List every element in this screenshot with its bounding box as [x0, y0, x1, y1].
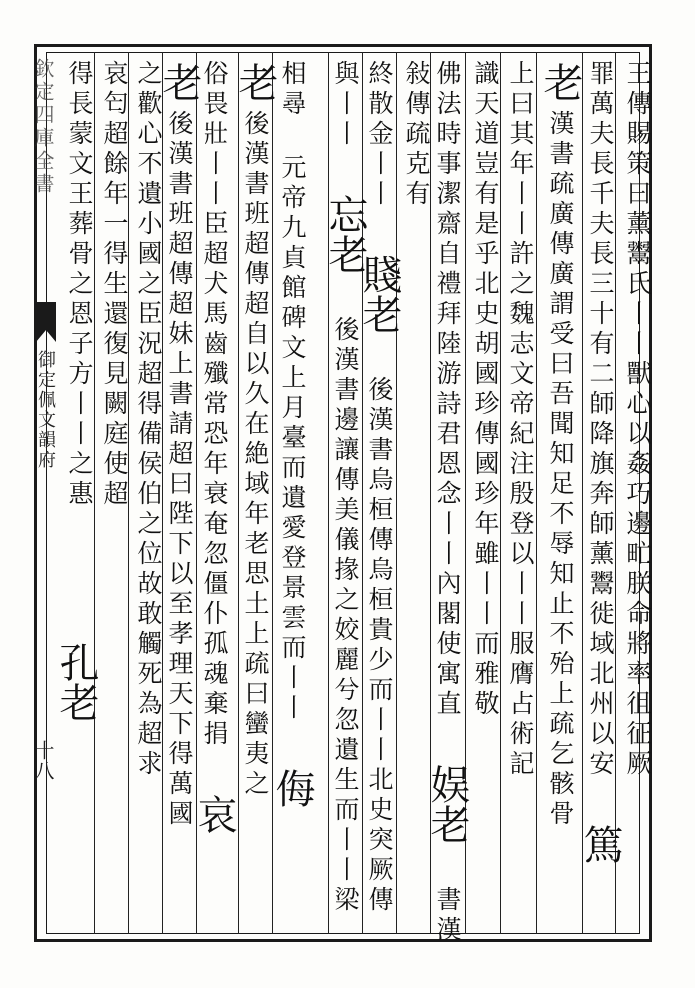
column-text: 上曰其年丨丨許之魏志文帝紀注殷登以丨丨服膺占術記	[506, 60, 535, 780]
column-text-tail: 後漢書邊讓傳美儀掾之姣麗兮忽遺生而丨丨梁	[331, 316, 360, 916]
column-text: 相尋	[278, 60, 307, 120]
headword: 老	[156, 62, 202, 102]
text-column-6	[424, 60, 470, 946]
column-text: 後漢書班超傳超妹上書請超曰陛下以至孝理天下得萬國	[165, 110, 194, 830]
column-text-tail: 元帝九貞館碑文上月臺而遺愛登景雲而丨丨	[278, 154, 307, 724]
column-text: 後漢書班超傳超自以久在絶域年老思土上疏曰蠻夷之	[241, 110, 270, 800]
column-text: 佛法時事潔齋自禮拜陸游詩君恩念丨丨內閣使寓直	[433, 60, 462, 720]
column-text: 俗畏壯丨丨臣超犬馬齒殲常恐年衰奄忽僵仆孤魂棄捐	[200, 60, 229, 750]
text-column-7	[399, 60, 433, 210]
column-text: 之歡心不遺小國之臣況超得備侯伯之位故敢觸死為超求	[134, 60, 163, 780]
text-column-16	[62, 60, 96, 510]
text-column-10	[269, 60, 315, 816]
column-text: 與丨丨	[331, 60, 360, 150]
headword: 賤老	[356, 254, 402, 334]
column-text: 終散金丨丨	[365, 60, 394, 210]
column-text-tail: 後漢書烏桓傳烏桓貴少而丨丨北史突厥傳	[365, 376, 394, 916]
headword: 忘老	[322, 194, 368, 274]
text-column-14	[131, 60, 165, 780]
column-text: 王傳賜策曰薰鬻氏丨丨獸心以姦巧邊甿朕命將率徂征厥	[623, 60, 652, 780]
page-number: 十八	[31, 740, 55, 780]
text-column-12	[191, 60, 237, 842]
text-column-2	[577, 60, 623, 872]
column-text: 識天道豈有是乎北史胡國珍傳國珍年雖丨丨而雅敬	[471, 60, 500, 720]
text-column-4	[503, 60, 537, 780]
headword: 孔老	[53, 642, 99, 722]
column-text: 哀匄超餘年一得生還復見闕庭使超	[100, 60, 129, 510]
headword: 老	[537, 62, 583, 102]
book-title: 御定佩文韻府	[35, 350, 56, 470]
text-column-8	[356, 60, 402, 916]
column-text: 敍傳疏克有	[402, 60, 431, 210]
headword: 哀	[191, 794, 237, 834]
text-column-1	[620, 60, 654, 780]
headword: 侮	[269, 768, 315, 808]
headword: 娱老	[424, 764, 470, 844]
headword: 老	[232, 62, 278, 102]
text-column-5	[468, 60, 502, 720]
text-column-13	[156, 60, 202, 830]
column-text: 漢書疏廣傳廣謂受曰吾聞知足不辱知止不殆上疏乞骸骨	[546, 110, 575, 830]
headword: 篤	[577, 824, 623, 864]
column-text-tail: 書漢	[433, 886, 462, 946]
text-column-17	[53, 640, 99, 730]
column-text: 得長蒙文王葬骨之恩子方丨丨之惠	[65, 60, 94, 510]
text-column-3	[537, 60, 583, 830]
margin-library-label: 欽定四庫全書	[31, 58, 55, 196]
column-text: 罪萬夫長千夫長三十有二師降旗奔師薰鬻徙域北州以安	[586, 60, 615, 780]
text-column-9	[322, 60, 368, 916]
text-column-15	[97, 60, 131, 510]
text-column-11	[232, 60, 278, 800]
